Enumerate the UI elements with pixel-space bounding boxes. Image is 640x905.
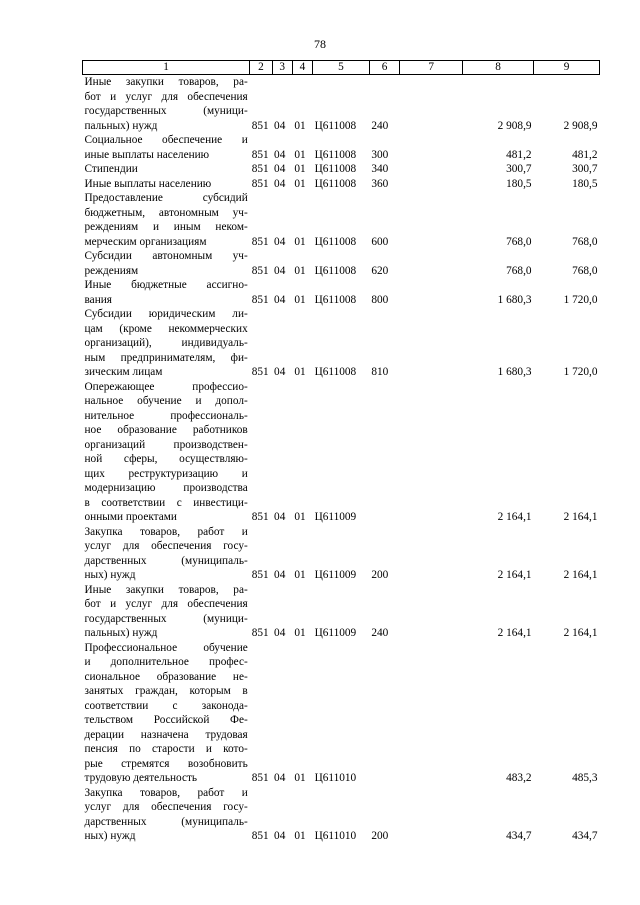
row-name-line: модернизацию производства [84, 482, 248, 494]
cell-c8: 483,2 [506, 772, 532, 784]
cell-c7 [400, 177, 463, 192]
cell-c5: Ц611008 [314, 163, 357, 175]
cell-c8: 300,7 [506, 163, 532, 175]
column-header: 2 [250, 61, 272, 75]
cell-c2: 851 [251, 627, 269, 639]
row-name [83, 162, 250, 177]
column-header: 7 [400, 61, 463, 75]
cell-c7 [400, 786, 463, 844]
table-row [83, 641, 600, 786]
column-header: 9 [534, 61, 600, 75]
cell-c6: 620 [371, 264, 389, 277]
row-name [83, 75, 250, 134]
row-name-line: Предоставление субсидий [84, 192, 248, 204]
cell-c4: 01 [294, 511, 306, 523]
row-name-line: организаций производствен- [84, 438, 248, 451]
cell-c2: 851 [251, 163, 269, 175]
table-row [83, 583, 600, 641]
cell-c5: Ц611010 [314, 830, 357, 842]
row-name-line: государственных (муници- [84, 612, 248, 625]
cell-c4: 01 [294, 366, 306, 378]
table-row [83, 249, 600, 278]
row-name-line: ным предпринимателям, фи- [84, 351, 248, 364]
row-name-line: зическим лицам [84, 366, 163, 378]
row-name-line: Закупка товаров, работ и [84, 786, 248, 799]
row-name-line: организаций), индивидуаль- [84, 337, 248, 349]
row-name-line: бот и услуг для обеспечения [84, 598, 248, 610]
row-name-line: дарственных (муниципаль- [84, 554, 248, 567]
row-name-line: рые стремятся возобновить [84, 757, 248, 770]
row-name-line: бюджетным, автономным уч- [84, 206, 248, 219]
cell-c9: 300,7 [572, 163, 598, 175]
row-name [83, 133, 250, 162]
row-name [83, 786, 250, 844]
cell-c4: 01 [294, 235, 306, 248]
cell-c9: 2 164,1 [563, 511, 598, 523]
table-row [83, 177, 600, 192]
column-header: 5 [313, 61, 370, 75]
row-name-line: онными проектами [84, 511, 177, 523]
cell-c7 [400, 249, 463, 278]
row-name-line: государственных (муници- [84, 105, 248, 117]
cell-c2: 851 [251, 148, 269, 161]
row-name-line: Субсидии юридическим ли- [84, 308, 248, 320]
cell-c2: 851 [251, 511, 269, 523]
row-name-line: нальное обучение и допол- [84, 395, 248, 407]
cell-c8: 434,7 [506, 830, 532, 842]
cell-c7 [400, 162, 463, 177]
cell-c7 [400, 307, 463, 380]
table-row [83, 191, 600, 249]
row-name [83, 249, 250, 278]
cell-c9: 2 908,9 [563, 119, 598, 132]
cell-c6: 200 [371, 830, 389, 842]
row-name-line: Социальное обеспечение и [84, 134, 248, 146]
cell-c3: 04 [274, 119, 286, 132]
cell-c4: 01 [294, 627, 306, 639]
row-name-line: нительное профессиональ- [84, 409, 248, 422]
cell-c3: 04 [274, 366, 286, 378]
cell-c9: 1 720,0 [563, 293, 598, 306]
cell-c8: 768,0 [506, 235, 532, 248]
cell-c6: 240 [371, 119, 389, 132]
column-header: 6 [369, 61, 399, 75]
cell-c3: 04 [274, 627, 286, 639]
cell-c9: 2 164,1 [563, 569, 598, 581]
cell-c3: 04 [274, 264, 286, 277]
cell-c6: 800 [371, 293, 389, 306]
row-name-line: дерации назначена трудовая [84, 728, 248, 741]
cell-c6: 300 [371, 148, 389, 161]
cell-c8: 481,2 [506, 148, 532, 161]
row-name-line: услуг для обеспечения госу- [84, 801, 248, 813]
cell-c9: 481,2 [572, 148, 598, 161]
row-name [83, 583, 250, 641]
cell-c6: 810 [371, 366, 389, 378]
row-name-line: и дополнительное профес- [84, 656, 248, 668]
cell-c6: 600 [371, 235, 389, 248]
table-row [83, 75, 600, 134]
cell-c6 [369, 641, 399, 786]
cell-c4: 01 [294, 293, 306, 306]
table-row [83, 278, 600, 307]
row-name-line: мерческим организациям [84, 235, 207, 248]
row-name-line: трудовую деятельность [84, 772, 198, 784]
row-name [83, 380, 250, 525]
cell-c3: 04 [274, 511, 286, 523]
budget-table [82, 60, 600, 844]
cell-c6 [369, 380, 399, 525]
cell-c5: Ц611008 [314, 235, 357, 248]
cell-c3: 04 [274, 293, 286, 306]
cell-c3: 04 [274, 569, 286, 581]
cell-c7 [400, 278, 463, 307]
cell-c4: 01 [294, 830, 306, 842]
table-row [83, 162, 600, 177]
cell-c4: 01 [294, 569, 306, 581]
cell-c9: 768,0 [572, 264, 598, 277]
cell-c7 [400, 583, 463, 641]
cell-c8: 2 164,1 [497, 511, 532, 523]
row-name-line: соответствии с законода- [84, 699, 248, 712]
cell-c4: 01 [294, 177, 306, 190]
row-name-line: Субсидии автономным уч- [84, 250, 248, 262]
cell-c5: Ц611008 [314, 148, 357, 161]
row-name-line: ное образование работников [84, 424, 248, 436]
cell-c8: 2 164,1 [497, 627, 532, 639]
cell-c9: 485,3 [572, 772, 598, 784]
cell-c3: 04 [274, 772, 286, 784]
cell-c4: 01 [294, 148, 306, 161]
table-row [83, 307, 600, 380]
row-name-line: дарственных (муниципаль- [84, 815, 248, 828]
cell-c2: 851 [251, 235, 269, 248]
row-name-line: пальных) нужд [84, 119, 158, 132]
row-name-line: Стипендии [84, 163, 138, 175]
cell-c9: 1 720,0 [563, 366, 598, 378]
cell-c5: Ц611008 [314, 119, 357, 132]
cell-c2: 851 [251, 119, 269, 132]
row-name-line: Закупка товаров, работ и [84, 525, 248, 538]
row-name [83, 307, 250, 380]
row-name [83, 525, 250, 583]
cell-c5: Ц611009 [314, 627, 357, 639]
cell-c6: 200 [371, 569, 389, 581]
cell-c3: 04 [274, 163, 286, 175]
table-row [83, 786, 600, 844]
cell-c4: 01 [294, 119, 306, 132]
cell-c7 [400, 525, 463, 583]
cell-c5: Ц611008 [314, 177, 357, 190]
cell-c8: 1 680,3 [497, 293, 532, 306]
row-name-line: иные выплаты населению [84, 148, 210, 161]
table-body [83, 75, 600, 844]
row-name-line: ных) нужд [84, 830, 136, 842]
table-row [83, 133, 600, 162]
cell-c8: 2 908,9 [497, 119, 532, 132]
cell-c4: 01 [294, 163, 306, 175]
row-name-line: пенсия по старости и кото- [84, 743, 248, 755]
cell-c8: 180,5 [506, 177, 532, 190]
cell-c5: Ц611008 [314, 366, 357, 378]
row-name [83, 278, 250, 307]
cell-c2: 851 [251, 177, 269, 190]
row-name-line: вания [84, 293, 112, 306]
table-row [83, 525, 600, 583]
row-name-line: реждениям и иным неком- [84, 221, 248, 233]
row-name-line: ной сферы, осуществляю- [84, 453, 248, 465]
table-header-row [83, 61, 600, 75]
row-name-line: в соответствии с инвестици- [84, 496, 248, 509]
table-row [83, 380, 600, 525]
cell-c2: 851 [251, 772, 269, 784]
cell-c4: 01 [294, 264, 306, 277]
cell-c5: Ц611009 [314, 569, 357, 581]
cell-c4: 01 [294, 772, 306, 784]
cell-c8: 1 680,3 [497, 366, 532, 378]
row-name-line: цам (кроме некоммерческих [84, 322, 248, 335]
row-name-line: Профессиональное обучение [84, 641, 248, 654]
cell-c7 [400, 133, 463, 162]
cell-c3: 04 [274, 830, 286, 842]
row-name-line: щих реструктуризацию и [84, 467, 248, 480]
cell-c8: 768,0 [506, 264, 532, 277]
cell-c5: Ц611009 [314, 511, 357, 523]
row-name-line: Иные бюджетные ассигно- [84, 279, 248, 291]
cell-c3: 04 [274, 235, 286, 248]
cell-c9: 2 164,1 [563, 627, 598, 639]
row-name-line: ных) нужд [84, 569, 136, 581]
cell-c6: 360 [371, 177, 389, 190]
cell-c8: 2 164,1 [497, 569, 532, 581]
row-name [83, 191, 250, 249]
cell-c3: 04 [274, 148, 286, 161]
row-name-line: реждениям [84, 264, 139, 277]
cell-c5: Ц611008 [314, 293, 357, 306]
row-name-line: сиональное образование не- [84, 670, 248, 683]
cell-c9: 180,5 [572, 177, 598, 190]
cell-c2: 851 [251, 830, 269, 842]
cell-c5: Ц611010 [314, 772, 357, 784]
cell-c6: 240 [371, 627, 389, 639]
cell-c2: 851 [251, 293, 269, 306]
cell-c7 [400, 191, 463, 249]
row-name-line: тельством Российской Фе- [84, 714, 248, 726]
cell-c2: 851 [251, 366, 269, 378]
cell-c5: Ц611008 [314, 264, 357, 277]
row-name-line: Опережающее профессио- [84, 380, 248, 393]
row-name-line: бот и услуг для обеспечения [84, 90, 248, 103]
cell-c2: 851 [251, 569, 269, 581]
row-name-line: Иные выплаты населению [84, 177, 212, 190]
row-name-line: услуг для обеспечения госу- [84, 540, 248, 552]
cell-c7 [400, 641, 463, 786]
column-header: 4 [292, 61, 312, 75]
cell-c2: 851 [251, 264, 269, 277]
row-name-line: Иные закупки товаров, ра- [84, 76, 248, 88]
cell-c9: 434,7 [572, 830, 598, 842]
row-name [83, 177, 250, 192]
cell-c7 [400, 75, 463, 134]
page-number: 78 [314, 37, 326, 51]
cell-c6: 340 [371, 163, 389, 175]
column-header: 3 [272, 61, 292, 75]
row-name [83, 641, 250, 786]
row-name-line: Иные закупки товаров, ра- [84, 583, 248, 596]
row-name-line: занятых граждан, которым в [84, 685, 248, 697]
cell-c7 [400, 380, 463, 525]
cell-c3: 04 [274, 177, 286, 190]
column-header: 8 [463, 61, 534, 75]
cell-c9: 768,0 [572, 235, 598, 248]
row-name-line: пальных) нужд [84, 627, 158, 639]
column-header: 1 [83, 61, 250, 75]
